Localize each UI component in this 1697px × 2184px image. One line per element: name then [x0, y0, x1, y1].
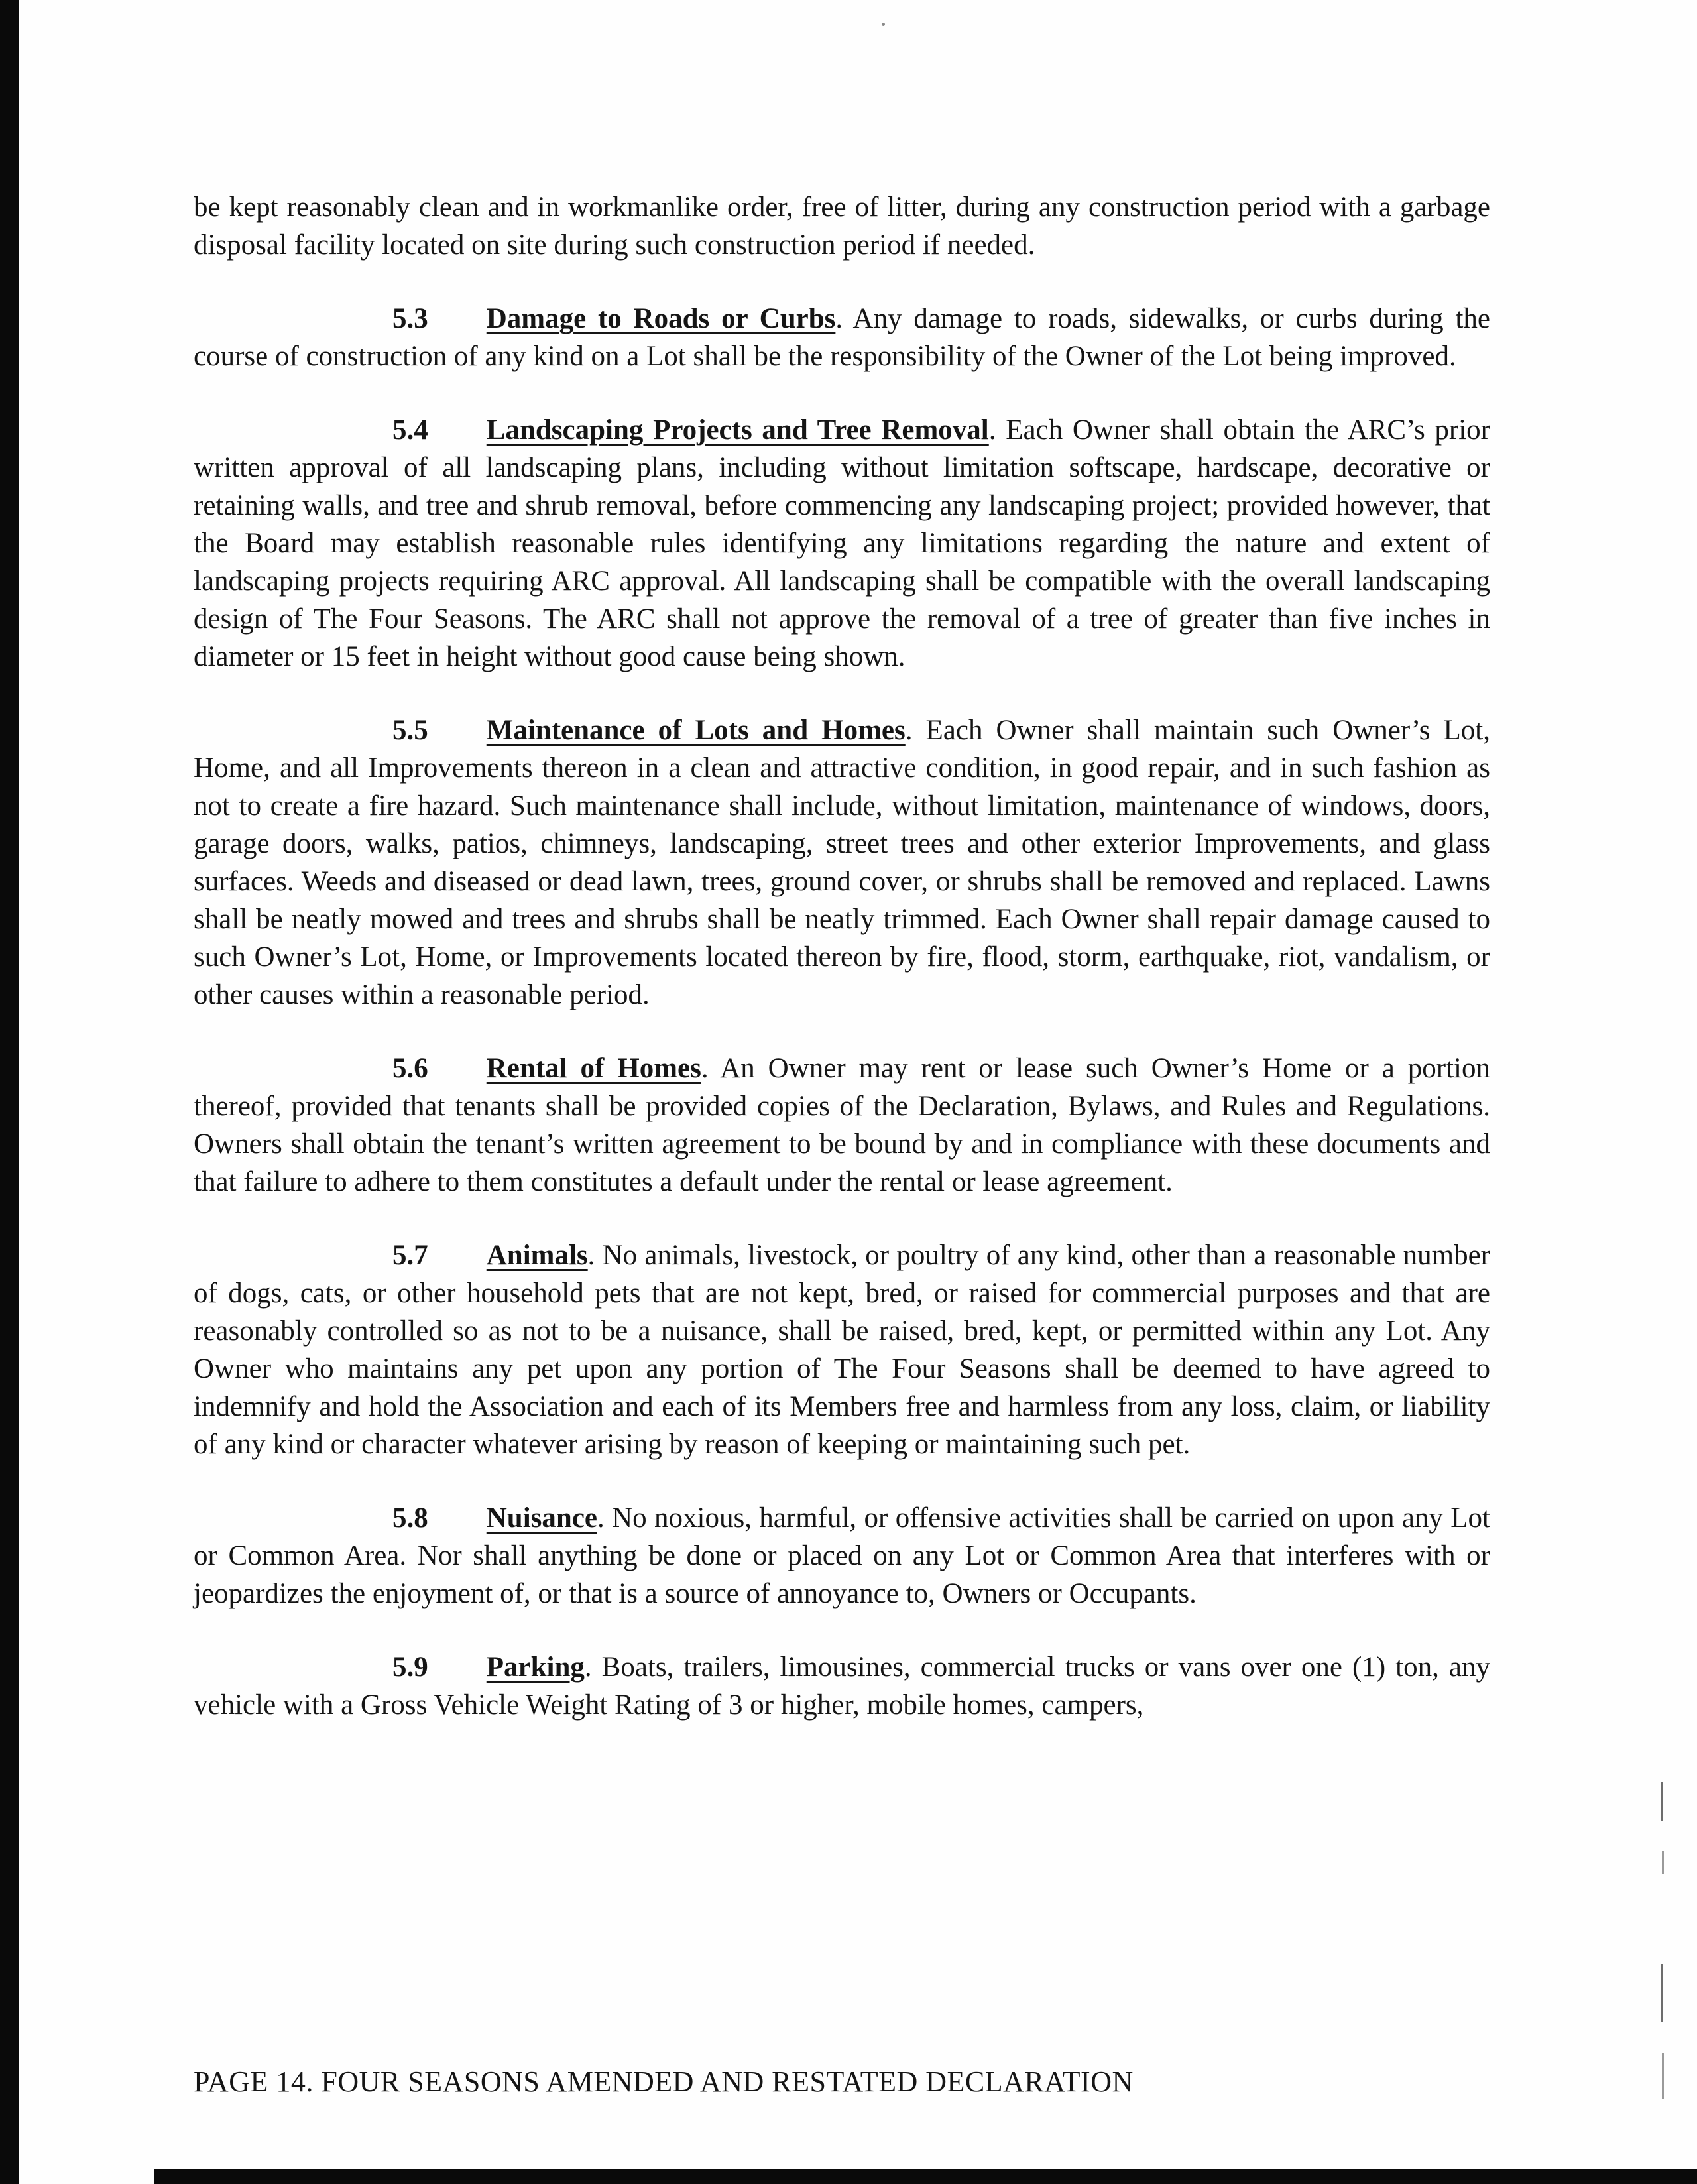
section-title: Damage to Roads or Curbs: [486, 303, 836, 334]
scan-artifact: [1661, 1964, 1663, 2022]
section-number: 5.8: [392, 1502, 428, 1534]
section-number: 5.9: [392, 1652, 428, 1683]
section-number: 5.3: [392, 303, 428, 334]
section-5-5: [194, 711, 1490, 1014]
scan-artifact: [1662, 1851, 1664, 1874]
section-title: Animals: [486, 1240, 588, 1271]
section-number: 5.4: [392, 414, 428, 446]
section-text: . Boats, trailers, limousines, commercial trucks or vans over one (1) ton, any vehicle with a Gross Vehicle Weight Rating of 3 or higher, mobile homes, campers,: [194, 1652, 1490, 1721]
section-5-6: [194, 1050, 1490, 1201]
section-number: 5.6: [392, 1053, 428, 1084]
section-title: Parking: [486, 1652, 585, 1683]
section-title: Nuisance: [486, 1502, 597, 1534]
scan-artifact: [1661, 1782, 1663, 1821]
section-5-9: [194, 1648, 1490, 1724]
section-number: 5.5: [392, 715, 428, 746]
section-5-8: [194, 1499, 1490, 1612]
section-text: . An Owner may rent or lease such Owner’s Home or a portion thereof, provided that tenants shall be provided copies of the Declaration, Bylaws, and Rules and Regulations. Owners shall obtain the tenant’s written agreement to be bound by and in compliance with these documents and that failure to adhere to them constitutes a default under the rental or lease agreement.: [194, 1053, 1490, 1197]
section-title: Landscaping Projects and Tree Removal: [486, 414, 989, 446]
scan-artifact: [882, 23, 885, 26]
section-5-7: [194, 1237, 1490, 1463]
document-body: [194, 188, 1490, 1760]
section-5-3: [194, 300, 1490, 375]
section-text: . Any damage to roads, sidewalks, or curbs during the course of construction of any kind on a Lot shall be the responsibility of the Owner of the Lot being improved.: [194, 303, 1490, 372]
continuation-paragraph: be kept reasonably clean and in workmanlike order, free of litter, during any construction period with a garbage disposal facility located on site during such construction period if needed.: [194, 192, 1490, 261]
page-footer: PAGE 14. FOUR SEASONS AMENDED AND RESTATED DECLARATION: [194, 2065, 1134, 2098]
section-text: . No noxious, harmful, or offensive activities shall be carried on upon any Lot or Common Area. Nor shall anything be done or placed on any Lot or Common Area that interferes with or jeopardizes the enjoyment of, or that is a source of annoyance to, Owners or Occupants.: [194, 1502, 1490, 1609]
scan-artifact: [1662, 2053, 1664, 2099]
section-text: . Each Owner shall maintain such Owner’s Lot, Home, and all Improvements thereon in a clean and attractive condition, in good repair, and in such fashion as not to create a fire hazard. Such maintenance shall include, without limitation, maintenance of windows, doors, garage doors, walks, patios, chimneys, landscaping, street trees and other exterior Improvements, and glass surfaces. Weeds and diseased or dead lawn, trees, ground cover, or shrubs shall be removed and replaced. Lawns shall be neatly mowed and trees and shrubs shall be neatly trimmed. Each Owner shall repair damage caused to such Owner’s Lot, Home, or Improvements located thereon by fire, flood, storm, earthquake, riot, vandalism, or other causes within a reasonable period.: [194, 715, 1490, 1010]
scan-edge-bottom: [154, 2169, 1697, 2184]
section-text: . Each Owner shall obtain the ARC’s prior written approval of all landscaping plans, including without limitation softscape, hardscape, decorative or retaining walls, and tree and shrub removal, before commencing any landscaping project; provided however, that the Board may establish reasonable rules identifying any limitations regarding the nature and extent of landscaping projects requiring ARC approval. All landscaping shall be compatible with the overall landscaping design of The Four Seasons. The ARC shall not approve the removal of a tree of greater than five inches in diameter or 15 feet in height without good cause being shown.: [194, 414, 1490, 672]
scan-edge-left: [0, 0, 19, 2184]
section-number: 5.7: [392, 1240, 428, 1271]
section-5-4: [194, 411, 1490, 676]
section-title: Maintenance of Lots and Homes: [486, 715, 906, 746]
section-title: Rental of Homes: [486, 1053, 701, 1084]
section-text: . No animals, livestock, or poultry of any kind, other than a reasonable number of dogs, cats, or other household pets that are not kept, bred, or raised for commercial purposes and that are reasonably controlled so as not to be a nuisance, shall be raised, bred, kept, or permitted within any Lot. Any Owner who maintains any pet upon any portion of The Four Seasons shall be deemed to have agreed to indemnify and hold the Association and each of its Members free and harmless from any loss, claim, or liability of any kind or character whatever arising by reason of keeping or maintaining such pet.: [194, 1240, 1490, 1460]
